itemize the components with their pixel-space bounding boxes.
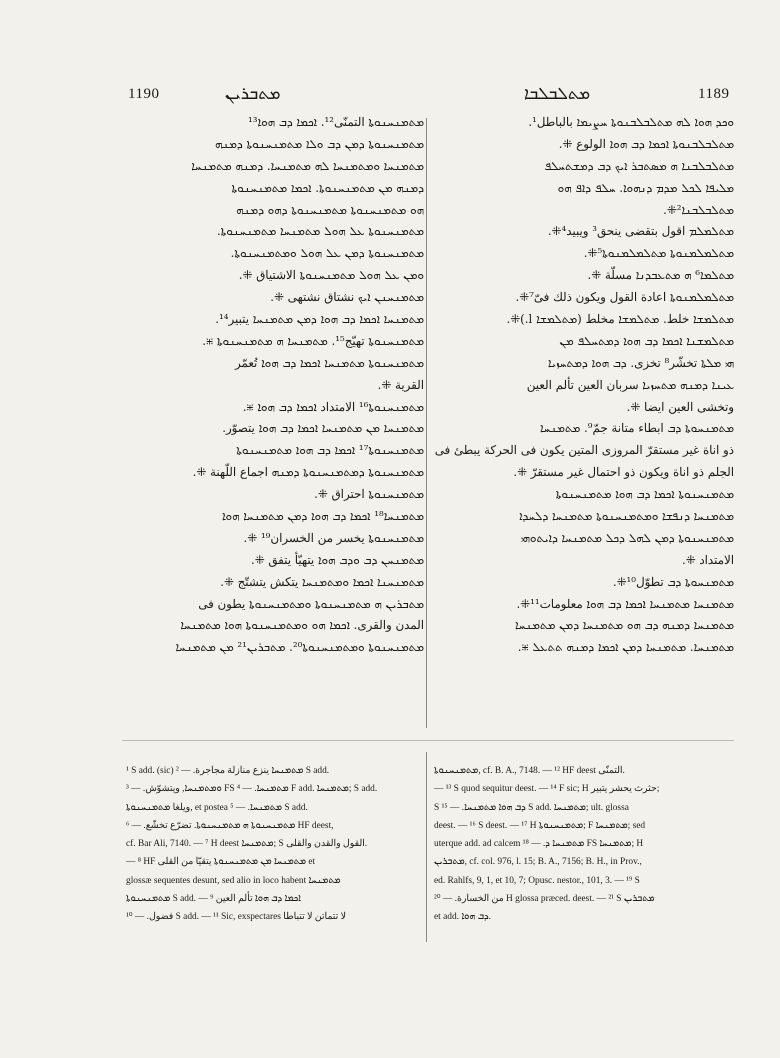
footnote-line: من الخسارة. — ²⁰ H glossa præced. deest. — ²¹ S ܡܬܒܪܝܢ xyxy=(434,894,655,905)
text-line: وتخشى العين ايضا ⁜. xyxy=(626,399,734,414)
footnote-line: et add. ܕܒ ܗܘܐ. xyxy=(434,912,491,923)
text-line: ܗܘ ܡܬܡܢܚܢܘܬܐ ܡܬܡܢܚܢܘܬܐ ܕܗܘ ܕܡܢܗ xyxy=(236,202,424,217)
footnote-line: — ⁸ HF ܡܬܡܢܚܐ ܡܢ ܡܬܡܢܚܢܘܬܐ يتقيّا من القلى et xyxy=(126,857,316,868)
text-line: ܡܬܠܡܠܡ اقول بتقضى ينحق³ ويبيد⁴⁜. xyxy=(547,224,734,239)
text-line: ܡܠܝܦܐ ܠܟܠ ܡܕܡ ܕܢܗܘܐ. ܚܠܦ ܕܐܦ ܗܘ xyxy=(557,180,734,195)
footnote-line: — ¹³ S quod sequitur deest. — ¹⁴ F sic; H حثرث يحشر يتبير; xyxy=(434,784,660,795)
footnote-line: ܘܡܬܡܢܚܐ, ويتشوّش. — ³ FS ܡܬܡܢܚܐ. — ⁴ F add. ܡܬܡܢܚܐ; S add. xyxy=(126,784,378,795)
footnote-line: فضول. — ¹⁰ S add. — ¹¹ Sic, exspectares لا تتماتن لا تتباطا xyxy=(126,912,346,923)
text-line: ܕܡܢܗ ܡܢ ܡܬܡܢܚܢܘܬܐ. ܐܟܡܐ ܡܬܡܢܚܢܘܬܐ xyxy=(231,180,424,195)
text-line: ܡܬܡܢܚܢܘܬܐ تهيّج¹⁵. ܡܬܡܢܚܐ ܗ ܡܬܡܢܚܢܘܬܐ ⁜. xyxy=(202,333,424,348)
text-line: ܡܬܡܢܚܢ ܕܒ ܘܕܒ ܗܘܐ يتهيّأ يتفق ⁜. xyxy=(250,552,424,567)
footnote-line: ܡܬܡܢܚܢܘܬܐ ܗ ܡܬܡܢܚܢܘܬܐ. تضرّع تخشّع. — ⁶ HF deest, xyxy=(126,820,334,831)
text-line: ܡܬܡܢܚܐ ܕܡܢܗ ܕܒ ܗܘ ܡܬܡܢܚܐ ܕܡܢ ܡܬܡܢܚܐ xyxy=(515,618,734,633)
text-line: ܡܬܠܒܠܒܢܐ²⁜. xyxy=(663,202,734,217)
footnote-line: uterque add. ad calcem ܡܬܡܢܚܐ ܕ. — ¹⁸ FS ܡܬܡܢܚܐ; H xyxy=(434,839,644,850)
text-line: ܡܬܡܢܚܐ¹⁸ ܐܟܡܐ ܕܒ ܗܘܐ ܕܡܢ ܡܬܡܢܚܐ ܗܘܐ xyxy=(222,509,424,524)
column-divider xyxy=(426,118,427,728)
text-line: ܡܬܡܢܚܐ ܡܢ ܡܬܡܢܚܐ ܐܟܡܐ ܕܒ ܗܘܐ يتصوّر. xyxy=(222,421,424,436)
text-line: ܡܬܠܡܐ⁶ ܗ ܡܬܥܒܕܢܐ مسلّة ⁜. xyxy=(587,268,734,283)
footnote-line: ܡܬܒܪܝܢ, cf. col. 976, l. 15; B. A., 7156; B. H., in Prov., xyxy=(434,857,642,868)
text-line: المدن والقرى. ܐܟܡܐ ܗܘ ܘܡܬܡܢܚܢܘܬܐ ܗܘܐ ܡܬܡܢܚܐ xyxy=(180,618,424,633)
text-line: ܡܬܡܢܚܢܘܬܐ ܕܡܢ ܠܗܠ ܕܟܠ ܡܬܡܢܚܐ ܕܐܝܬܘܗܝ xyxy=(520,530,734,545)
text-line: ܡܬܠܡܫܐ خلط. ܡܬܠܡܫܐ مخلط (ܡܬܠܡܫܐ l.)⁜. xyxy=(506,312,734,327)
text-line: ܡܬܡܢܚܢܘܬܐ ܕܡܢ ܕܒ ܘܠܐ ܡܬܡܢܚܢܘܬܐ ܕܡܢܗ xyxy=(215,136,424,151)
text-line: ܗܝ ܡܠܬܐ تخشّر⁸ تخزى. ܕܒ ܗܘܐ ܕܡܬܚܙܝܐ xyxy=(547,355,734,370)
left-page-number: 1190 xyxy=(128,86,160,102)
text-line: ܡܬܠܡܠܡܢܘܬܐ اعادة القول ويكون ذلك فىّ⁷⁜. xyxy=(515,290,734,305)
text-line: ܡܬܡܢܚܢܘܬܐ احتراق ⁜. xyxy=(314,487,424,502)
text-line: ܡܬܡܢܚܢܘܬܐ ܡܬܡܢܚܐ ܐܟܡܐ ܕܒ ܗܘܐ تُعمّر xyxy=(235,355,424,370)
footnote-line: cf. Bar Ali, 7140. — ⁷ H deest ܡܬܡܢܚܐ; S القول والقدن والقلى. xyxy=(126,839,368,850)
text-line: ܡܬܡܢܚܘܬܐ ܕܒ ابطاء متانة جمّ⁹. ܡܬܡܢܚܐ xyxy=(539,421,734,436)
text-line: ܡܬܡܢܚܐ ܡܬܡܢܚܐ ܐܟܡܐ ܕܒ ܗܘܐ معلومات¹¹⁜. xyxy=(516,596,734,611)
footnote-line: ܡܬܡܢܚܢܘܬܐ, cf. B. A., 7148. — ¹² HF deest التمنّى. xyxy=(434,766,625,776)
text-line: ذو اناة غير مستقرّ المروزى المتين يكون فى الحركة يبطئ فى xyxy=(434,443,734,458)
text-line: ܡܬܡܢܚܢܘܬܐ¹⁷ ܐܟܡܐ ܕܒ ܗܘܐ ܡܬܡܢܚܢܘܬܐ xyxy=(236,443,424,458)
text-line: ܡܬܡܢܚܐ ܕܢܦܫܐ ܘܡܬܡܢܚܢܘܬܐ ܡܬܡܢܚܐ ܕܠܚܕܐ xyxy=(519,509,734,524)
text-line: ܡܬܒܪܝܢ ܗ ܡܬܡܢܚܢܘܬܐ ܘܡܬܡܢܚܢܘܬܐ يطون فى xyxy=(198,596,424,611)
text-line: ܡܬܡܢܚܐ ܐܟܡܐ ܕܒ ܗܘܐ ܕܡܢ ܡܬܡܢܚܐ يتبير¹⁴. xyxy=(215,312,424,327)
text-line: القرية ⁜. xyxy=(377,377,424,392)
footnote-line: ويلغا ܡܬܡܢܚܢܘܬܐ, et postea ܡܬܡܢܚܐ. — ⁵ S add. xyxy=(126,802,308,813)
text-line: ܡܬܡܢܚܢܘܬܐ¹⁶ الامتداد ܐܟܡܐ ܕܒ ܗܘܐ ⁜. xyxy=(242,399,424,414)
text-line: الامتداد ⁜. xyxy=(682,552,734,567)
text-line: ܘܟܕ ܗܘܐ ܠܗ ܡܬܠܒܠܒܢܘܬܐ ܚܨܝܡܐ بالباطل¹. xyxy=(528,115,734,129)
text-line: ܡܬܠܒܠܒܢܘܬܐ ܐܟܡܐ ܕܒ ܗܘܐ الولوع ⁜. xyxy=(558,136,734,151)
right-page-number: 1189 xyxy=(698,86,730,102)
footnote-column-divider xyxy=(426,752,427,942)
left-footnotes xyxy=(126,762,420,927)
text-line: ܡܬܡܢܚܢܘܬܐ ܘܡܬܡܢܚܢܘܬܐ²⁰. ܡܬܒܪܝܢ²¹ ܡܢ ܡܬܡܢܚܐ xyxy=(175,640,424,655)
footnote-line: glossæ sequentes desunt, sed alio in loco habent ܡܬܡܢܚܐ xyxy=(126,875,341,886)
text-line: ܡܬܠܡܫܢܐ ܐܟܡܐ ܕܒ ܗܘܐ ܕܡܬܚܠܦ ܡܢ xyxy=(559,333,734,348)
right-footnotes xyxy=(434,762,732,927)
text-line: ܘܡܢ ܥܠ ܗܘܠ ܡܬܡܢܚܢܘܬܐ الاشتياق ⁜. xyxy=(238,268,424,283)
text-line: ܡܬܡܢܚܢܘܬܐ ܕܡܢ ܥܠ ܗܘܠ ܘܡܬܡܢܚܢܘܬܐ. xyxy=(230,246,424,261)
right-text-column xyxy=(430,112,734,659)
text-line: ܡܬܠܒܠܒܢܐ ܗ ܡܣܬܒܪ ܐܝܟ ܕܒ ܕܡܫܬܚܠܦ xyxy=(544,158,734,173)
text-line: الجلم ذو اناة ويكون ذو احتمال غير مستقرّ ⁜. xyxy=(513,465,734,480)
right-running-head: ܡܬܠܒܠܒܐ xyxy=(524,84,591,104)
left-text-column xyxy=(122,112,424,659)
text-line: ܡܬܠܡܠܡܢܘܬܐ ܡܬܠܡܠܡܢܘܬܐ⁵⁜. xyxy=(583,246,734,261)
text-line: ܡܬܡܢܚܢܘܬܐ التمنّى¹². ܐܟܡܐ ܕܒ ܗܘܐ¹³ xyxy=(248,115,424,129)
left-running-head: ܡܬܒܪܝܢ xyxy=(225,84,281,104)
footnote-line: ¹ S add. (sic) ܡܬܡܢܚܐ ينزع منازلة مجاجرة. — ² S add. xyxy=(126,766,330,776)
text-line: ܡܬܡܢܚܢܢ ܐܝܟ نشتاق نشتهى ⁜. xyxy=(270,290,424,305)
footnote-line: ed. Rahlfs, 9, 1, et 10, 7; Opusc. nestor., 101, 3. — ¹⁹ S xyxy=(434,875,640,886)
text-line: ܡܬܡܢܚܢܐ ܐܟܡܐ ܘܡܬܡܢܚܐ يتكش يتشتّج ⁜. xyxy=(220,574,424,589)
text-line: ܡܬܡܢܚܐ. ܡܬܡܢܚܐ ܕܡܢ ܐܟܡܐ ܕܡܢܗ ܬܬܥܠ ⁜. xyxy=(517,640,734,655)
footnote-separator xyxy=(122,740,734,741)
footnote-line: ܡܬܡܢܚܢܘܬܐ S add. — ⁹ ܐܟܡܐ ܕܒ ܗܘܐ تألم العين xyxy=(126,894,301,905)
text-line: ܡܬܡܢܚܢܘܬܐ ܐܟܡܐ ܕܒ ܗܘܐ ܡܬܡܢܚܢܘܬܐ xyxy=(555,487,734,502)
text-line: ܡܬܡܢܚܢܘܬܐ ܕܡܬܡܢܚܢܘܬܐ ܕܡܢܗ اجماع اللّهنة ⁜. xyxy=(192,465,424,480)
text-line: ܡܬܡܢܚܘܬܐ ܕܒ تطوّل¹⁰⁜. xyxy=(612,574,734,589)
text-line: ܡܬܡܢܚܐ ܘܡܬܡܢܚܐ ܠܗ ܡܬܡܢܚܐ. ܕܡܢܗ ܡܬܡܢܚܐ xyxy=(191,158,424,173)
text-line: ܡܬܡܢܚܢܘܬܐ ܥܠ ܗܘܠ ܡܬܡܢܚܐ ܡܬܡܢܚܢܘܬܐ. xyxy=(216,224,424,239)
text-line: ܡܬܡܢܚܢܘܬܐ يخسر من الخسران¹⁹ ⁜. xyxy=(243,530,424,545)
footnote-line: S ܕܒ ܗܘܐ ܡܬܡܢܚܐ. — ¹⁵ S add. ܡܬܡܢܚܐ; ult. glossa xyxy=(434,802,629,813)
footnote-line: deest. — ¹⁶ S deest. — ¹⁷ H ܡܬܡܢܚܢܘܬܐ; F ܡܬܡܢܚܐ; sed xyxy=(434,820,646,831)
text-line: ܥܝܢܐ ܕܡܢܗ ܡܬܚܙܝܐ سربان العين تألم العين xyxy=(526,377,734,392)
